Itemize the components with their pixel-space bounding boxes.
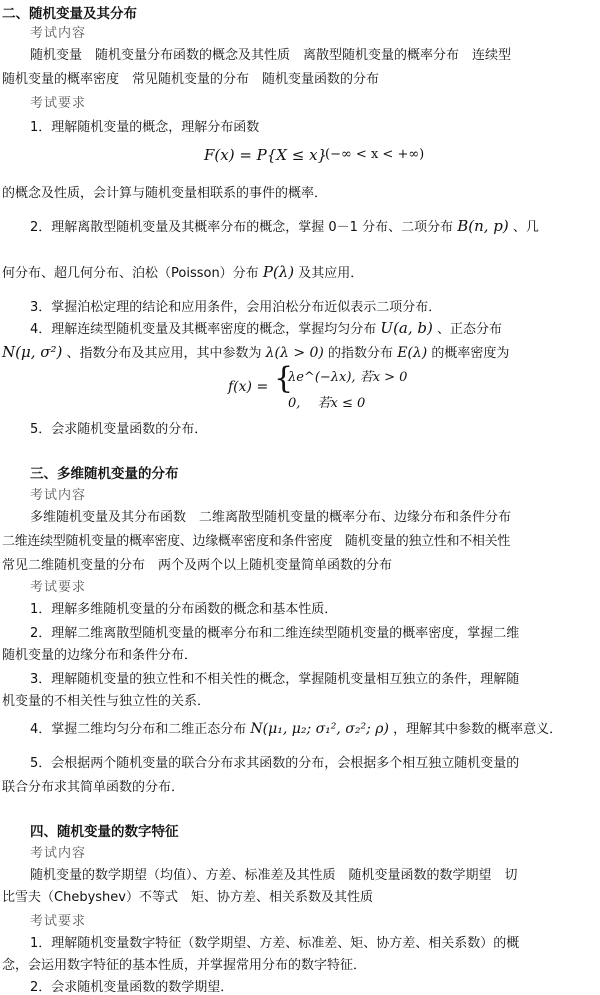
section2-req-label: 考试要求 xyxy=(30,96,87,111)
section3-req1: 1．理解多维随机变量的分布函数的概念和基本性质． xyxy=(30,602,338,617)
section4-req-label: 考试要求 xyxy=(30,914,87,929)
poisson-formula: P(λ) xyxy=(262,263,295,281)
section4-req2: 2．会求随机变量函数的数学期望． xyxy=(30,980,234,995)
section2-req2-part-a: 2．理解离散型随机变量及其概率分布的概念，掌握 0－1 分布、二项分布 B(n, p) 、几 xyxy=(30,217,539,235)
section2-req5: 5．会求随机变量函数的分布． xyxy=(30,422,208,437)
section2-req1-tail: 的概念及性质，会计算与随机变量相联系的事件的概率． xyxy=(2,186,328,201)
section2-req3: 3．掌握泊松定理的结论和应用条件，会用泊松分布近似表示二项分布． xyxy=(30,300,442,315)
section2-content-label: 考试内容 xyxy=(30,26,87,41)
section3-req5-line2: 联合分布求其简单函数的分布． xyxy=(2,780,185,795)
cdf-range: (−∞ < x < +∞) xyxy=(325,147,425,162)
section3-req2-line1: 2．理解二维离散型随机变量的概率分布和二维连续型随机变量的概率密度，掌握二维 xyxy=(30,626,520,641)
section3-req3-line1: 3．理解随机变量的独立性和不相关性的概念，掌握随机变量相互独立的条件，理解随 xyxy=(30,672,520,687)
section3-req5-line1: 5．会根据两个随机变量的联合分布求其函数的分布，会根据多个相互独立随机变量的 xyxy=(30,756,520,771)
section4-req1-line2: 念，会运用数字特征的基本性质，并掌握常用分布的数字特征． xyxy=(2,958,367,973)
section3-content-label: 考试内容 xyxy=(30,488,87,503)
section2-req1: 1．理解随机变量的概念，理解分布函数 xyxy=(30,120,260,135)
section3-content-line1: 多维随机变量及其分布函数 二维离散型随机变量的概率分布、边缘分布和条件分布 xyxy=(30,510,512,525)
pdf-case1: λe^(−λx), 若x > 0 xyxy=(288,370,408,385)
section3-content-line3: 常见二维随机变量的分布 两个及两个以上随机变量简单函数的分布 xyxy=(2,558,393,573)
section4-content-line2: 比雪夫（Chebyshev）不等式 矩、协方差、相关系数及其性质 xyxy=(2,890,373,905)
cdf-formula: F(x) = P{X ≤ x} xyxy=(204,146,328,164)
section2-req4-line1: 4．理解连续型随机变量及其概率密度的概念，掌握均匀分布 U(a, b) 、正态分布 xyxy=(30,319,503,337)
uniform-formula: U(a, b) xyxy=(380,319,433,337)
section2-req4-line2: N(μ, σ²) 、指数分布及其应用，其中参数为 λ(λ > 0) 的指数分布 E(λ) 的概率密度为 xyxy=(2,343,510,361)
section3-req4: 4．掌握二维均匀分布和二维正态分布 N(μ₁, μ₂; σ₁², σ₂²; ρ) ，理解其中参数的概率意义． xyxy=(30,721,563,737)
section2-heading: 二、随机变量及其分布 xyxy=(2,6,137,22)
exp-formula: E(λ) xyxy=(397,345,428,361)
section3-req2-line2: 随机变量的边缘分布和条件分布． xyxy=(2,648,198,663)
lambda-param: λ(λ > 0) xyxy=(265,345,324,361)
normal-formula: N(μ, σ²) xyxy=(2,343,63,361)
brace-icon: { xyxy=(274,361,294,396)
binomial-formula: B(n, p) xyxy=(457,217,509,235)
section4-heading: 四、随机变量的数字特征 xyxy=(30,824,179,840)
section2-content-line2: 随机变量的概率密度 常见随机变量的分布 随机变量函数的分布 xyxy=(2,72,380,87)
section2-content-line1: 随机变量 随机变量分布函数的概念及其性质 离散型随机变量的概率分布 连续型 xyxy=(30,48,512,63)
section3-req3-line2: 机变量的不相关性与独立性的关系． xyxy=(2,694,211,709)
section2-req2-part-b: 何分布、超几何分布、泊松（Poisson）分布 P(λ) 及其应用． xyxy=(2,263,364,281)
section4-req1-line1: 1．理解随机变量数字特征（数学期望、方差、标准差、矩、协方差、相关系数）的概 xyxy=(30,936,520,951)
bivariate-normal-formula: N(μ₁, μ₂; σ₁², σ₂²; ρ) xyxy=(250,721,389,737)
pdf-lhs: f(x) = xyxy=(228,379,269,395)
pdf-case2: 0, 若x ≤ 0 xyxy=(288,396,366,411)
section4-content-line1: 随机变量的数学期望（均值）、方差、标准差及其性质 随机变量函数的数学期望 切 xyxy=(30,868,518,883)
section3-heading: 三、多维随机变量的分布 xyxy=(30,466,179,482)
section4-content-label: 考试内容 xyxy=(30,846,87,861)
section3-content-line2: 二维连续型随机变量的概率密度、边缘概率密度和条件密度 随机变量的独立性和不相关性 xyxy=(2,534,511,549)
section3-req-label: 考试要求 xyxy=(30,580,87,595)
